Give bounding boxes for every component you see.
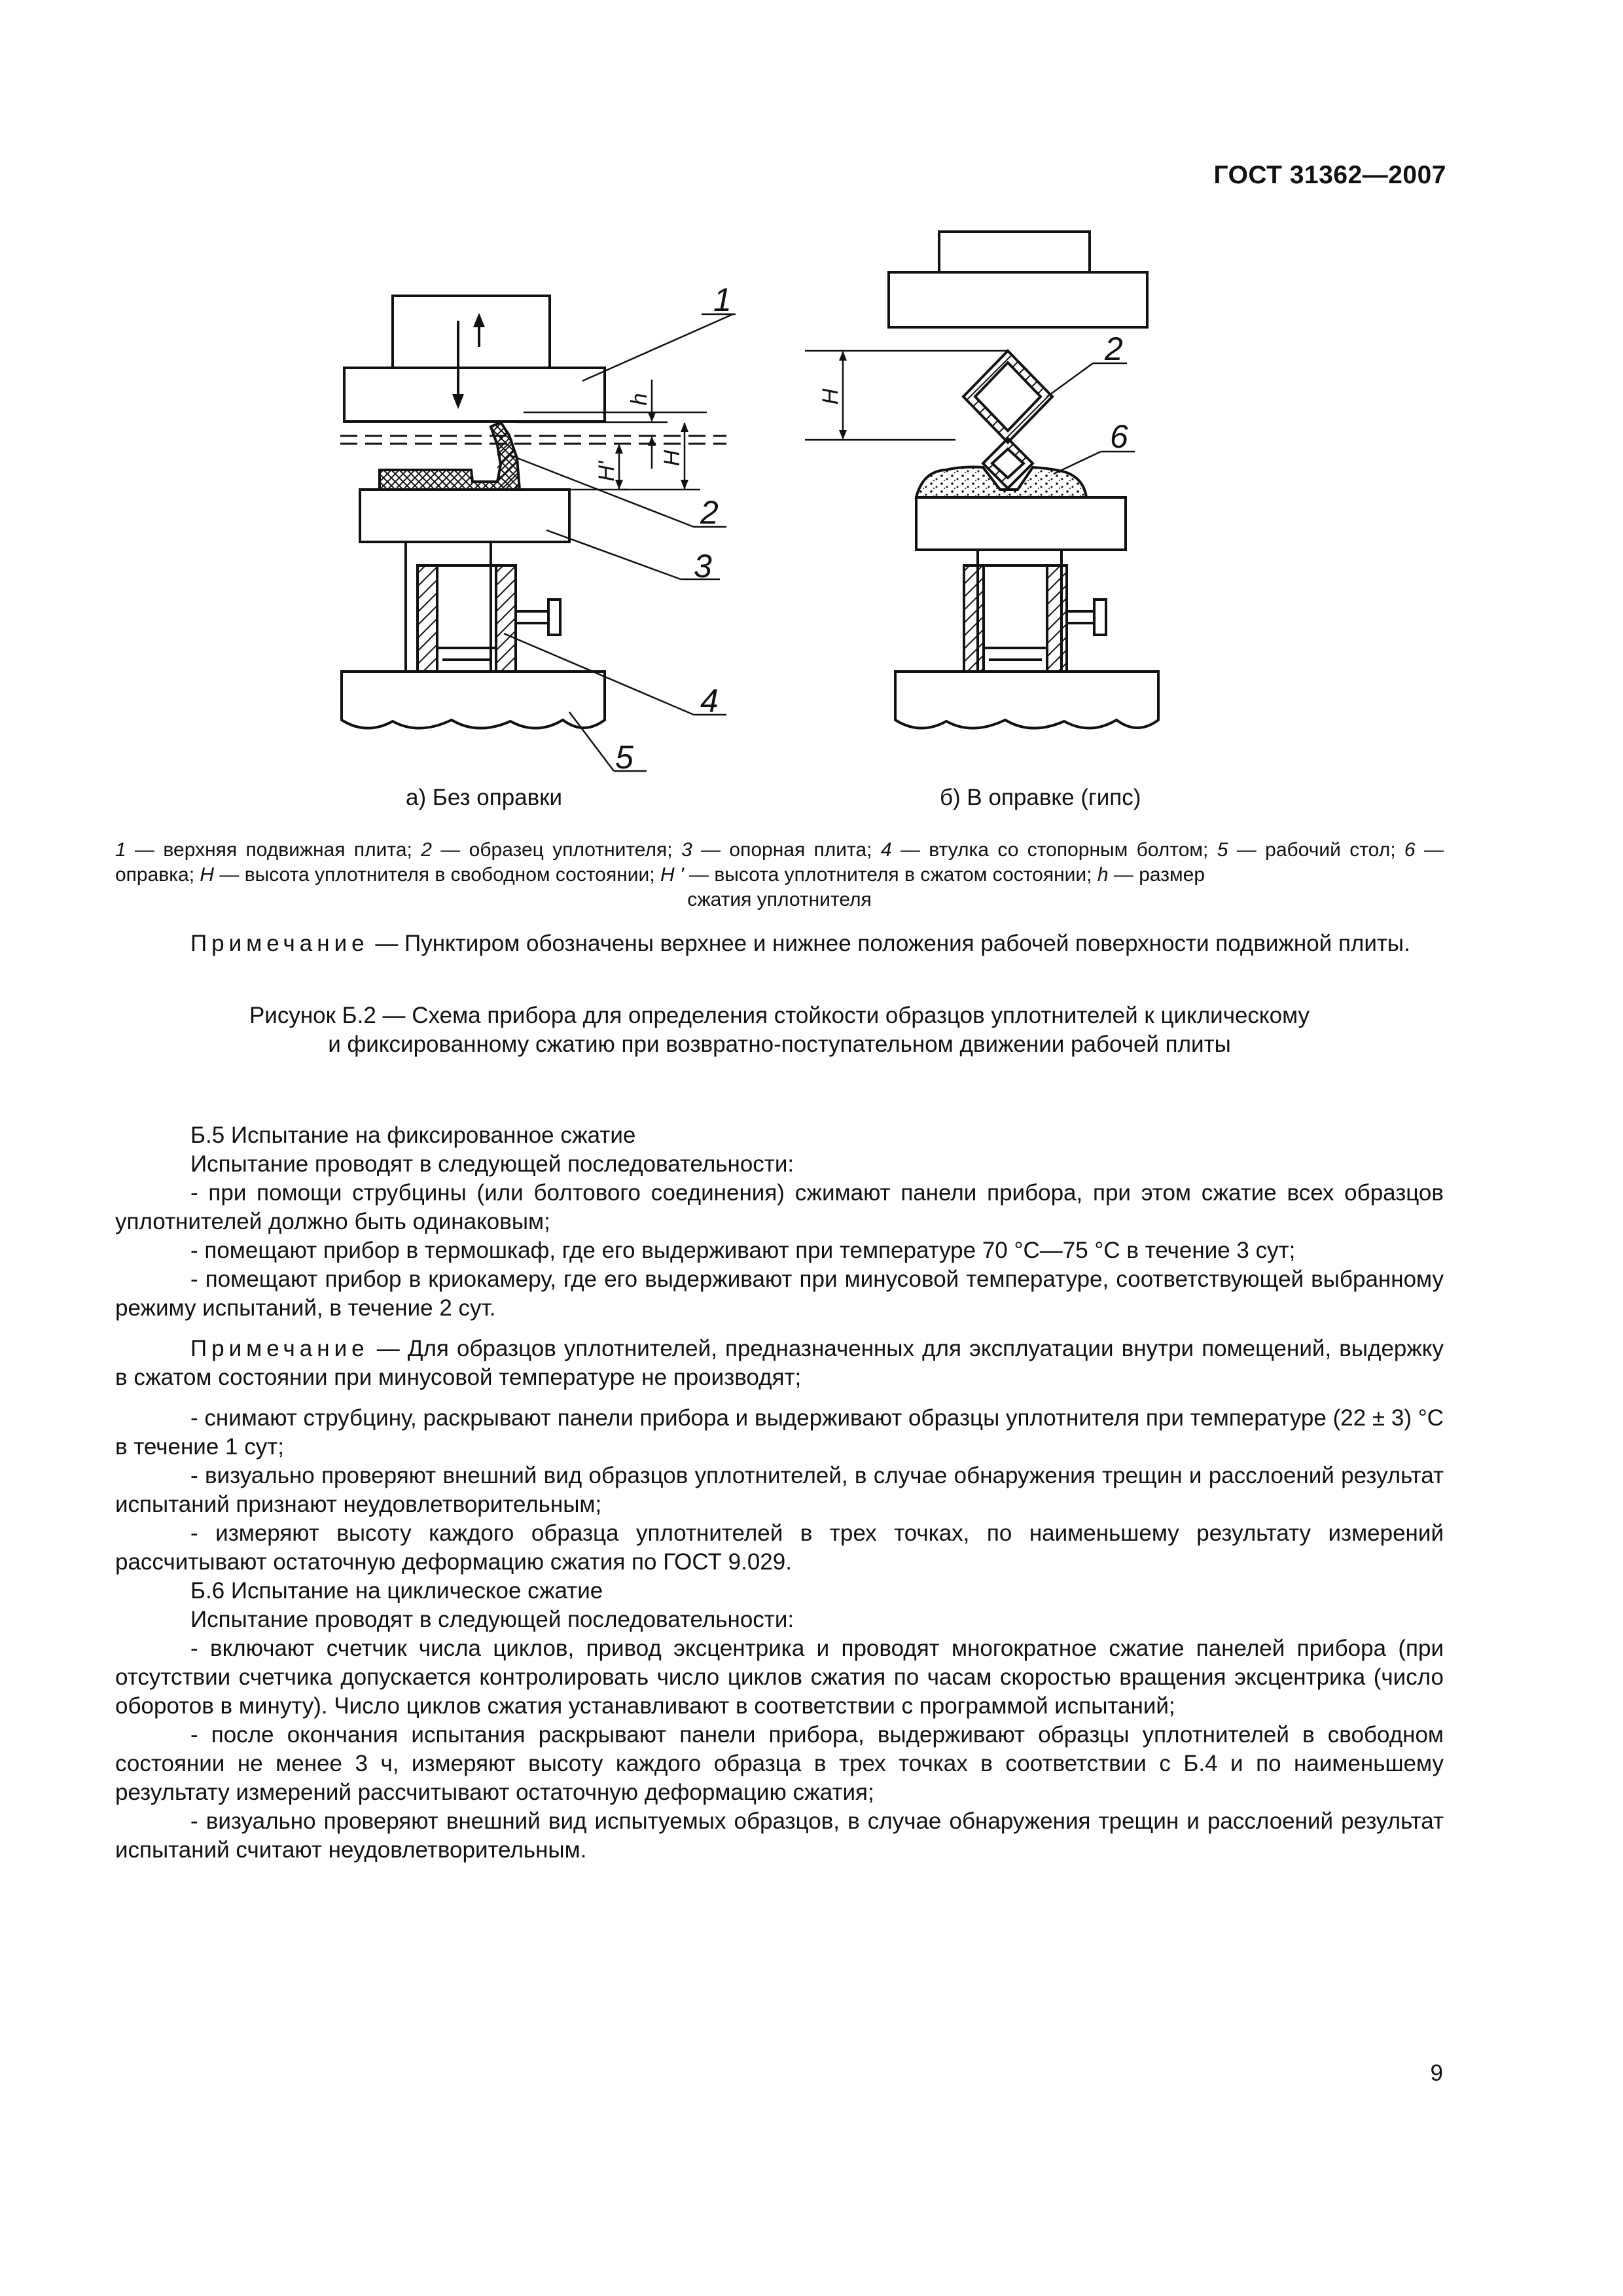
upper-plate-a [344, 368, 605, 422]
sleeve-right-a [496, 565, 516, 672]
legend-text: — образец уплотнителя; [431, 839, 681, 861]
legend-num: 1 [115, 839, 126, 861]
page-number: 9 [1430, 2060, 1443, 2086]
note-label: Примечание [190, 1336, 369, 1361]
dim-h-label: h [627, 393, 652, 406]
section-b6-title: Б.6 Испытание на циклическое сжатие [190, 1578, 603, 1604]
dim-H-label-a: H [660, 450, 685, 467]
apparatus-a [340, 296, 736, 771]
legend-last-line: сжатия уплотнителя [687, 889, 872, 910]
section-b5-item: - помещают прибор в криокамеру, где его выдерживают при минусовой температуре, соответствующей выбранному режиму испытаний, в течение 2 сут. [115, 1266, 1444, 1321]
legend-num: 5 [1217, 839, 1228, 861]
support-plate-b [916, 497, 1126, 550]
figure-b2 [301, 223, 1243, 812]
section-b5-item: - помещают прибор в термошкаф, где его выдерживают при температуре 70 °С—75 °С в течение 3 сут; [190, 1238, 1296, 1263]
legend-text: — размер [1108, 864, 1205, 886]
section-b5-item: - визуально проверяют внешний вид образцов уплотнителей, в случае обнаружения трещин и расслоений результат испытаний признают неудовлетворительным; [115, 1463, 1444, 1517]
callout-3: 3 [694, 548, 712, 584]
legend-num: 6 [1404, 839, 1416, 861]
note-label: Примечание [190, 931, 369, 956]
legend-text: — высота уплотнителя в свободном состоянии; [214, 864, 660, 886]
legend-text: — верхняя подвижная плита; [126, 839, 421, 861]
legend-num: 3 [681, 839, 692, 861]
callout-5: 5 [615, 739, 633, 776]
legend-num: H ' [660, 864, 684, 886]
legend-text: — рабочий стол; [1228, 839, 1404, 861]
legend-text: — оправка; [115, 839, 1444, 886]
document-header: ГОСТ 31362—2007 [1213, 161, 1446, 189]
callout-1: 1 [713, 281, 732, 318]
body-text [115, 1121, 1444, 1865]
stop-bolt-b [1094, 600, 1106, 635]
sleeve-right-b [1047, 565, 1067, 672]
section-b5-item: - при помощи струбцины (или болтового соединения) сжимают панели прибора, при этом сжатие всех образцов уплотнителей должно быть одинаковым; [115, 1180, 1444, 1234]
section-b5-title: Б.5 Испытание на фиксированное сжатие [190, 1122, 636, 1148]
caption-line-2: и фиксированному сжатию при возвратно-поступательном движении рабочей плиты [328, 1031, 1231, 1057]
figure-caption [115, 1001, 1444, 1059]
legend-num: H [200, 864, 215, 886]
dim-H-label-b: H [818, 388, 843, 405]
apparatus-diagram [301, 223, 1243, 812]
apparatus-b [805, 232, 1158, 728]
section-b5-intro: Испытание проводят в следующей последовательности: [190, 1151, 794, 1177]
callout-2a: 2 [700, 494, 719, 531]
drive-block-a [393, 296, 550, 368]
caption-line-1: Рисунок Б.2 — Схема прибора для определения стойкости образцов уплотнителей к циклическому [249, 1003, 1310, 1028]
legend-num: 4 [880, 839, 892, 861]
section-b6-item: - включают счетчик числа циклов, привод эксцентрика и проводят многократное сжатие панелей прибора (при отсутствии счетчика допускается контролировать число циклов сжатия по часам скоростью вращения эксцентрика (число оборотов в минуту). Число циклов сжатия устанавливают в соответствии с программой испытаний; [115, 1636, 1444, 1719]
figure-note [115, 929, 1444, 958]
figure-legend [115, 838, 1444, 912]
stop-bolt-a [548, 600, 560, 635]
section-b5-item: - снимают струбцину, раскрывают панели прибора и выдерживают образцы уплотнителя при температуре (22 ± 3) °С в течение 1 сут; [115, 1405, 1444, 1460]
legend-num: h [1097, 864, 1109, 886]
section-b6-intro: Испытание проводят в следующей последовательности: [190, 1607, 794, 1632]
note-text: — Для образцов уплотнителей, предназначенных для эксплуатации внутри помещений, выдержку в сжатом состоянии при минусовой температуре не производят; [115, 1336, 1444, 1390]
legend-num: 2 [421, 839, 432, 861]
legend-text: — втулка со стопорным болтом; [891, 839, 1217, 861]
support-plate-a [360, 490, 569, 542]
legend-text: — высота уплотнителя в сжатом состоянии; [683, 864, 1097, 886]
legend-text: — опорная плита; [692, 839, 881, 861]
note-text: — Пунктиром обозначены верхнее и нижнее положения рабочей поверхности подвижной плиты. [375, 931, 1410, 956]
subcaption-a: а) Без оправки [406, 785, 563, 810]
work-table-b [895, 672, 1158, 728]
section-b5-item: - измеряют высоту каждого образца уплотнителей в трех точках, по наименьшему результату измерений рассчитывают остаточную деформацию сжатия по ГОСТ 9.029. [115, 1520, 1444, 1575]
work-table-a [342, 672, 605, 728]
drive-block-b [939, 232, 1090, 272]
callout-2b: 2 [1105, 331, 1123, 367]
section-b6-item: - визуально проверяют внешний вид испытуемых образцов, в случае обнаружения трещин и расслоений результат испытаний считают неудовлетворительным. [115, 1808, 1444, 1863]
section-b6-item: - после окончания испытания раскрывают панели прибора, выдерживают образцы уплотнителей в свободном состоянии не менее 3 ч, измеряют высоту каждого образца в трех точках в соответствии с Б.4 и по наименьшему результату измерений рассчитывают остаточную деформацию сжатия; [115, 1722, 1444, 1805]
callout-4: 4 [700, 683, 719, 719]
sleeve-left-a [418, 565, 437, 672]
section-b5-note [115, 1335, 1444, 1392]
sleeve-left-b [964, 565, 984, 672]
subcaption-b: б) В оправке (гипс) [940, 785, 1141, 810]
callout-6: 6 [1110, 418, 1128, 455]
dim-h-prime-label: H' [594, 461, 619, 482]
upper-plate-b [889, 272, 1147, 327]
